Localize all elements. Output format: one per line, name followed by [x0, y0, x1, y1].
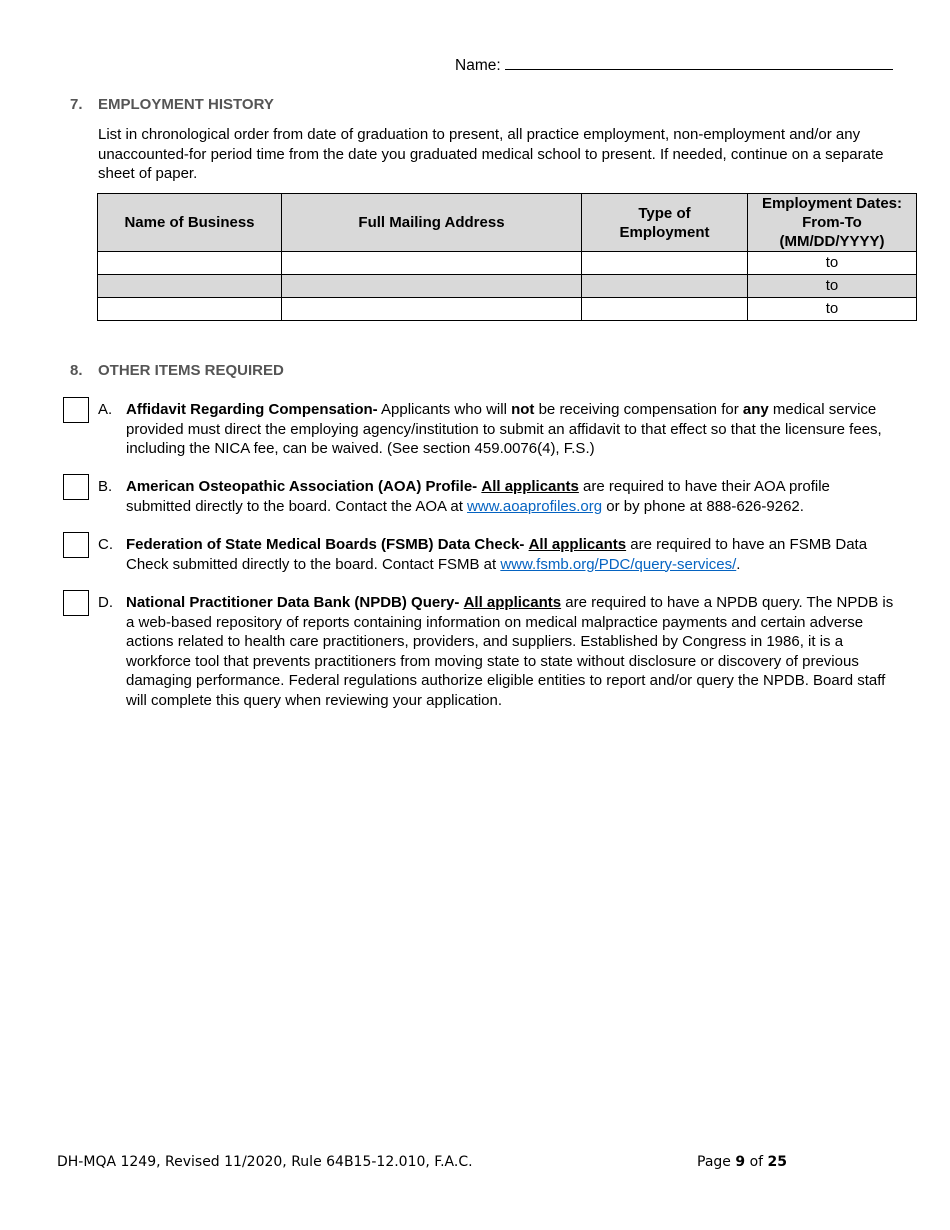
employment-history-table [97, 193, 917, 321]
item-all-applicants: All applicants [463, 594, 562, 611]
page-of: of [749, 1154, 764, 1170]
name-field-line [455, 55, 895, 76]
table-row [98, 252, 917, 275]
header-type [582, 194, 748, 252]
item-text-part: Applicants who will [377, 401, 512, 418]
item-letter: D. [98, 594, 113, 611]
header-business: Name of Business [98, 194, 282, 252]
table-row [98, 298, 917, 321]
item-all-applicants: All applicants [481, 478, 579, 495]
section7-number: 7. [70, 96, 83, 113]
name-blank[interactable] [505, 55, 893, 70]
item-title: Federation of State Medical Boards (FSMB) Data Check- [126, 536, 525, 553]
item-text-part: or by phone at 888-626-9262. [602, 497, 804, 515]
checkbox-affidavit[interactable] [63, 397, 89, 423]
section8-number: 8. [70, 362, 83, 379]
checkbox-aoa-profile[interactable] [63, 474, 89, 500]
header-dates-line2: From-To [802, 214, 862, 231]
cell-type[interactable] [582, 252, 748, 275]
checkbox-fsmb-data-check[interactable] [63, 532, 89, 558]
item-letter: C. [98, 536, 113, 553]
cell-dates[interactable]: to [748, 275, 917, 298]
section7-intro: List in chronological order from date of graduation to present, all practice employment, non-employment and/or any unaccounted-for period time from the date you graduated medical school to present. If needed, continue on a separate sheet of paper. [98, 126, 884, 182]
cell-address[interactable] [282, 275, 582, 298]
cell-business[interactable] [98, 252, 282, 275]
cell-address[interactable] [282, 298, 582, 321]
header-type-line2: Employment [619, 223, 710, 241]
cell-dates[interactable]: to [748, 298, 917, 321]
item-text-part: be receiving compensation for [534, 401, 743, 418]
item-text-part: . [736, 555, 741, 573]
item-fsmb-text [126, 535, 896, 574]
aoa-profiles-link[interactable]: www.aoaprofiles.org [467, 497, 603, 515]
name-label: Name: [455, 57, 501, 74]
header-dates-line1: Employment Dates: [761, 195, 903, 212]
footer-page-number [697, 1153, 787, 1173]
cell-business[interactable] [98, 298, 282, 321]
page-current: 9 [735, 1154, 746, 1170]
item-emphasis: any [742, 401, 769, 418]
item-emphasis: not [511, 401, 535, 418]
item-all-applicants: All applicants [528, 536, 627, 553]
item-npdb-text [126, 593, 896, 710]
header-type-line1: Type of [638, 204, 691, 222]
cell-business[interactable] [98, 275, 282, 298]
item-title: National Practitioner Data Bank (NPDB) Query- [126, 594, 460, 611]
section7-title: EMPLOYMENT HISTORY [98, 96, 274, 113]
cell-type[interactable] [582, 298, 748, 321]
page-label: Page [697, 1154, 731, 1170]
table-row [98, 275, 917, 298]
item-text-part: are required to have their AOA profile submitted directly to the board. Contact the AOA at [126, 478, 830, 515]
fsmb-link[interactable]: www.fsmb.org/PDC/query-services/ [500, 555, 737, 573]
checkbox-npdb-query[interactable] [63, 590, 89, 616]
header-dates [748, 194, 917, 252]
header-dates-line3: (MM/DD/YYYY) [779, 233, 885, 250]
item-text-part: are required to have a NPDB query. The NPDB is a web-based repository of reports containing information on medical malpractice payments and certain adverse actions related to health care practitioners, providers, and suppliers. Established by Congress in 1986, it is a workforce tool that prevents practitioners from moving state to state without disclosure or discovery of previous damaging performance. Federal regulations authorize eligible entities to report and/or query the NPDB. Board staff will complete this query when reviewing your application. [126, 594, 894, 709]
header-address: Full Mailing Address [282, 194, 582, 252]
item-letter: A. [98, 401, 113, 418]
cell-type[interactable] [582, 275, 748, 298]
cell-address[interactable] [282, 252, 582, 275]
item-text-part: medical service provided must direct the employing agency/institution to submit an affidavit to that effect so that the licensure fees, including the NICA fee, can be waived. (See section 459.0076(4), F.S.) [126, 401, 882, 457]
footer-form-id: DH-MQA 1249, Revised 11/2020, Rule 64B15-12.010, F.A.C. [57, 1154, 473, 1170]
section8-title: OTHER ITEMS REQUIRED [98, 362, 284, 379]
item-aoa-text [126, 477, 896, 516]
item-affidavit-text [126, 400, 896, 459]
item-text-part: are required to have an FSMB Data Check submitted directly to the board. Contact FSMB at [126, 536, 868, 573]
page-total: 25 [767, 1154, 787, 1170]
cell-dates[interactable]: to [748, 252, 917, 275]
table-header-row [98, 194, 917, 252]
item-title: American Osteopathic Association (AOA) Profile- [126, 478, 478, 495]
item-title: Affidavit Regarding Compensation- [126, 401, 378, 418]
item-letter: B. [98, 478, 113, 495]
